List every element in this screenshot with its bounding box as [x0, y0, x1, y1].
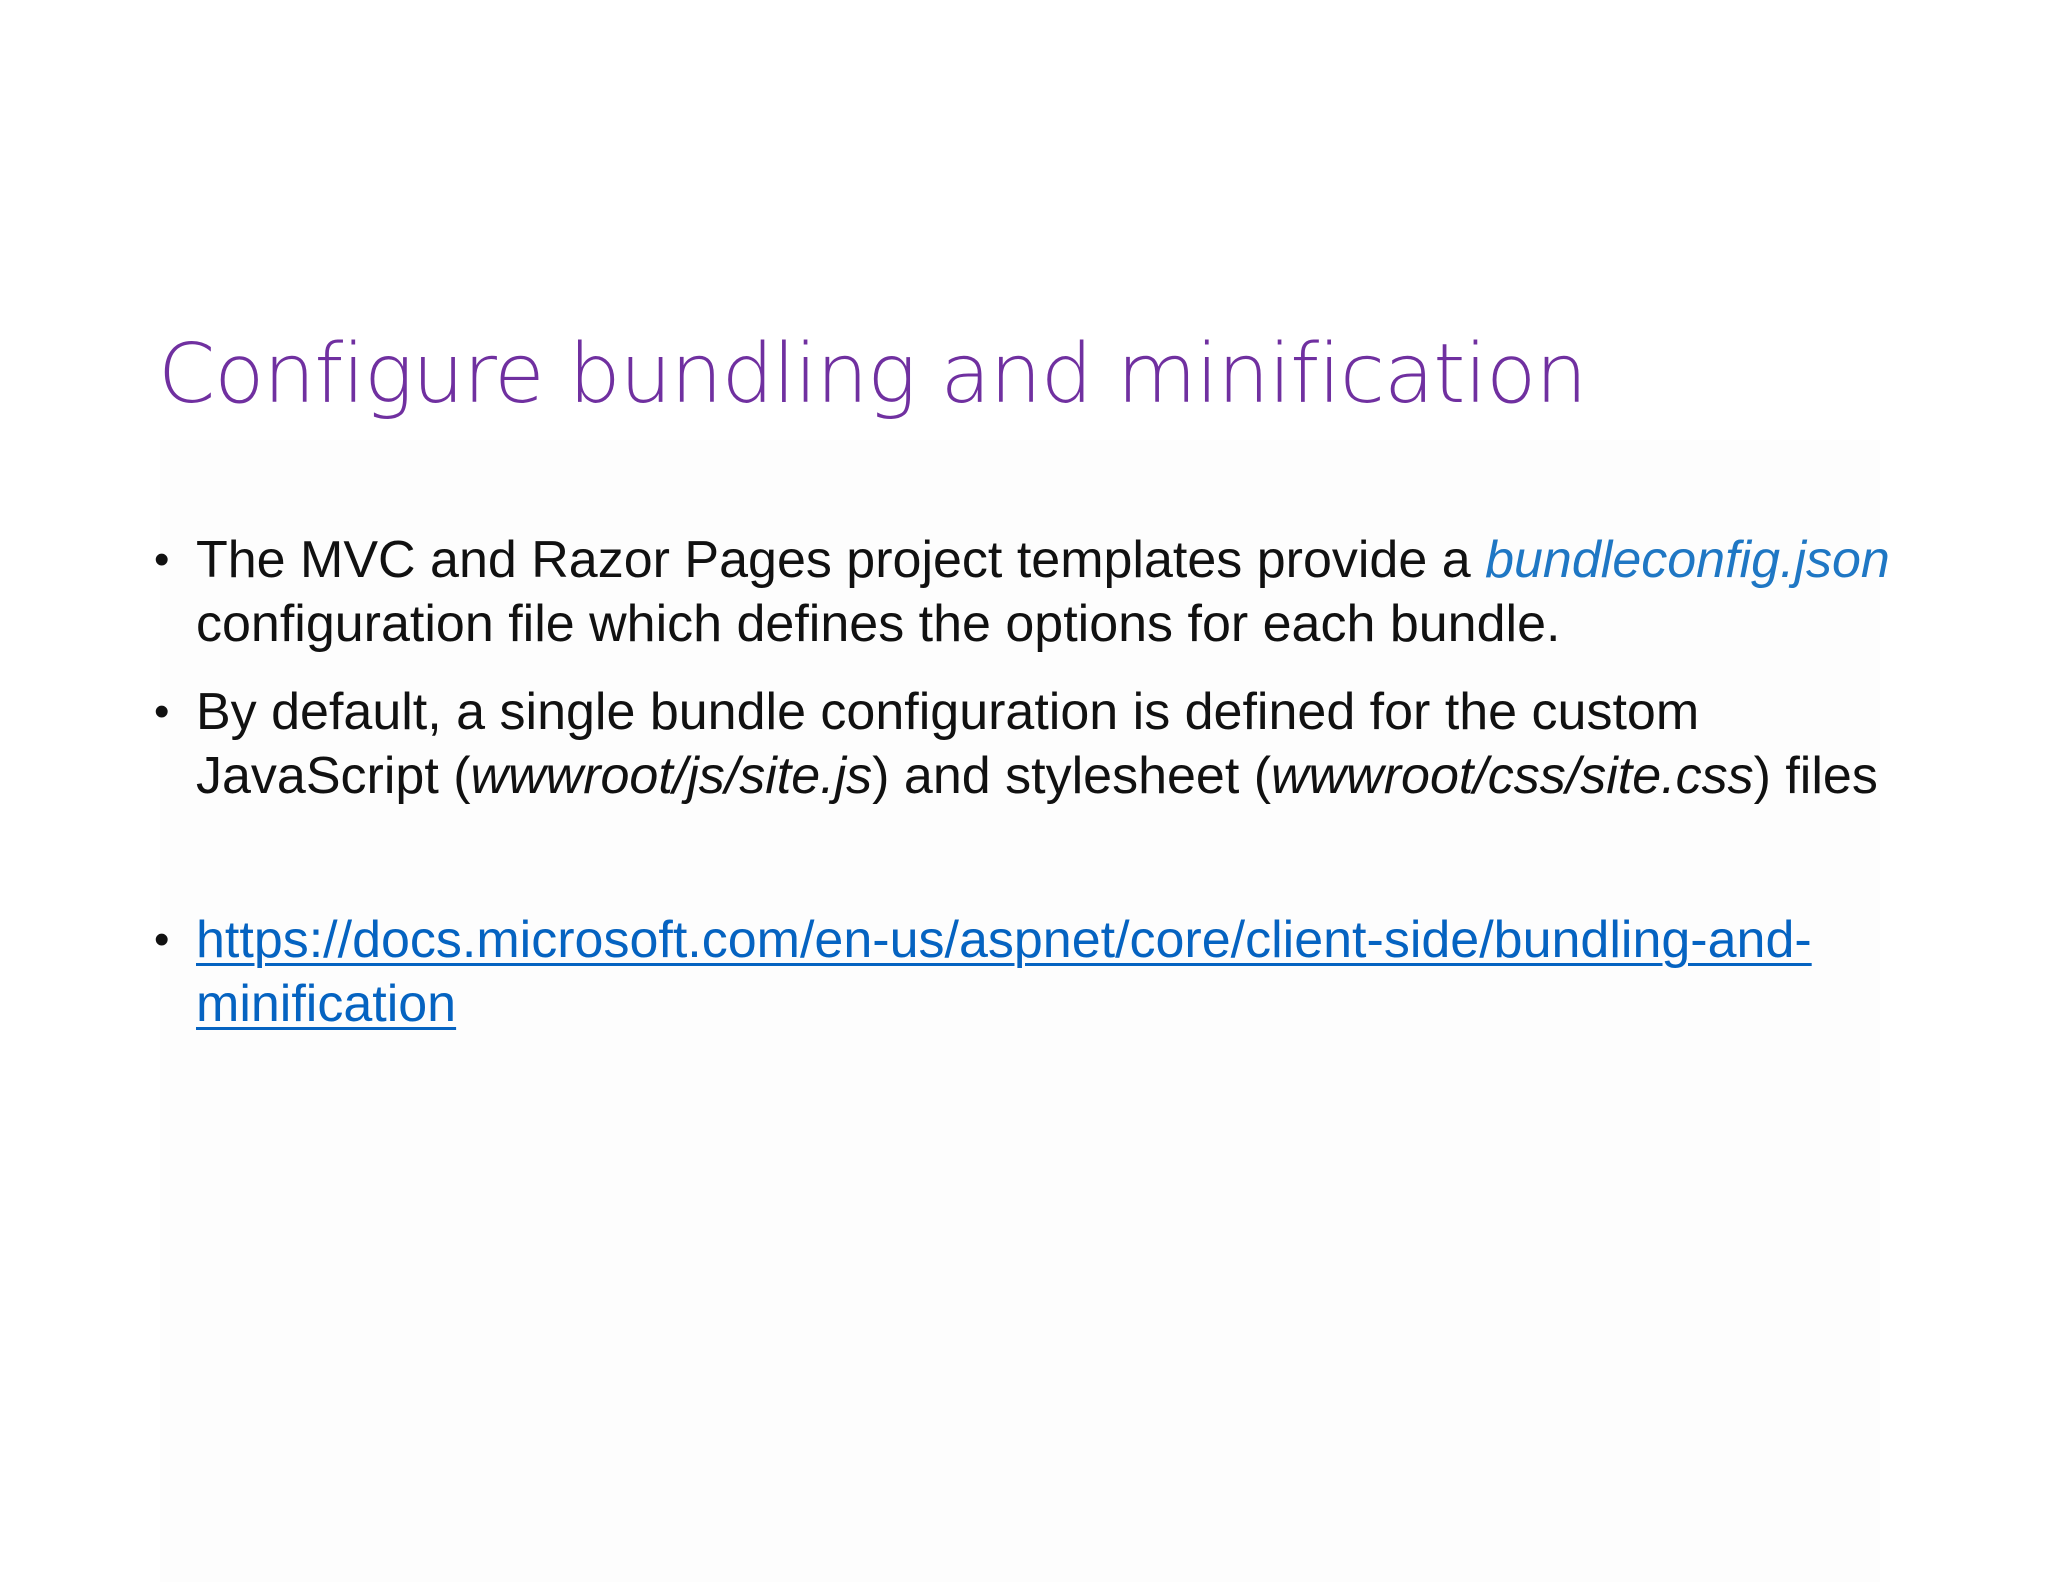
bullet-text: By default, a single bundle configuration is defined for the custom JavaScript ( — [196, 683, 1700, 805]
filename-emphasis: bundleconfig.json — [1485, 531, 1890, 589]
bullet-glyph: • — [154, 535, 170, 584]
bullet-text: The MVC and Razor Pages project templates provide a — [196, 531, 1486, 589]
slide-title: Configure bundling and minification — [158, 327, 1587, 422]
docs-link[interactable]: https://docs.microsoft.com/en-us/aspnet/core/client-side/bundling-and-minification — [196, 911, 1812, 1033]
bullet-text: ) and stylesheet ( — [872, 747, 1272, 805]
path-emphasis: wwwroot/css/site.css — [1271, 747, 1754, 805]
bullet-item — [150, 680, 1890, 808]
bullet-list — [150, 528, 1890, 1060]
bullet-item — [150, 528, 1890, 656]
bullet-text: configuration file which defines the options for each bundle. — [196, 595, 1561, 653]
bullet-glyph: • — [154, 687, 170, 736]
bullet-item — [150, 908, 1890, 1036]
bullet-glyph: • — [154, 915, 170, 964]
bullet-text: ) files — [1753, 747, 1878, 805]
path-emphasis: wwwroot/js/site.js — [470, 747, 873, 805]
